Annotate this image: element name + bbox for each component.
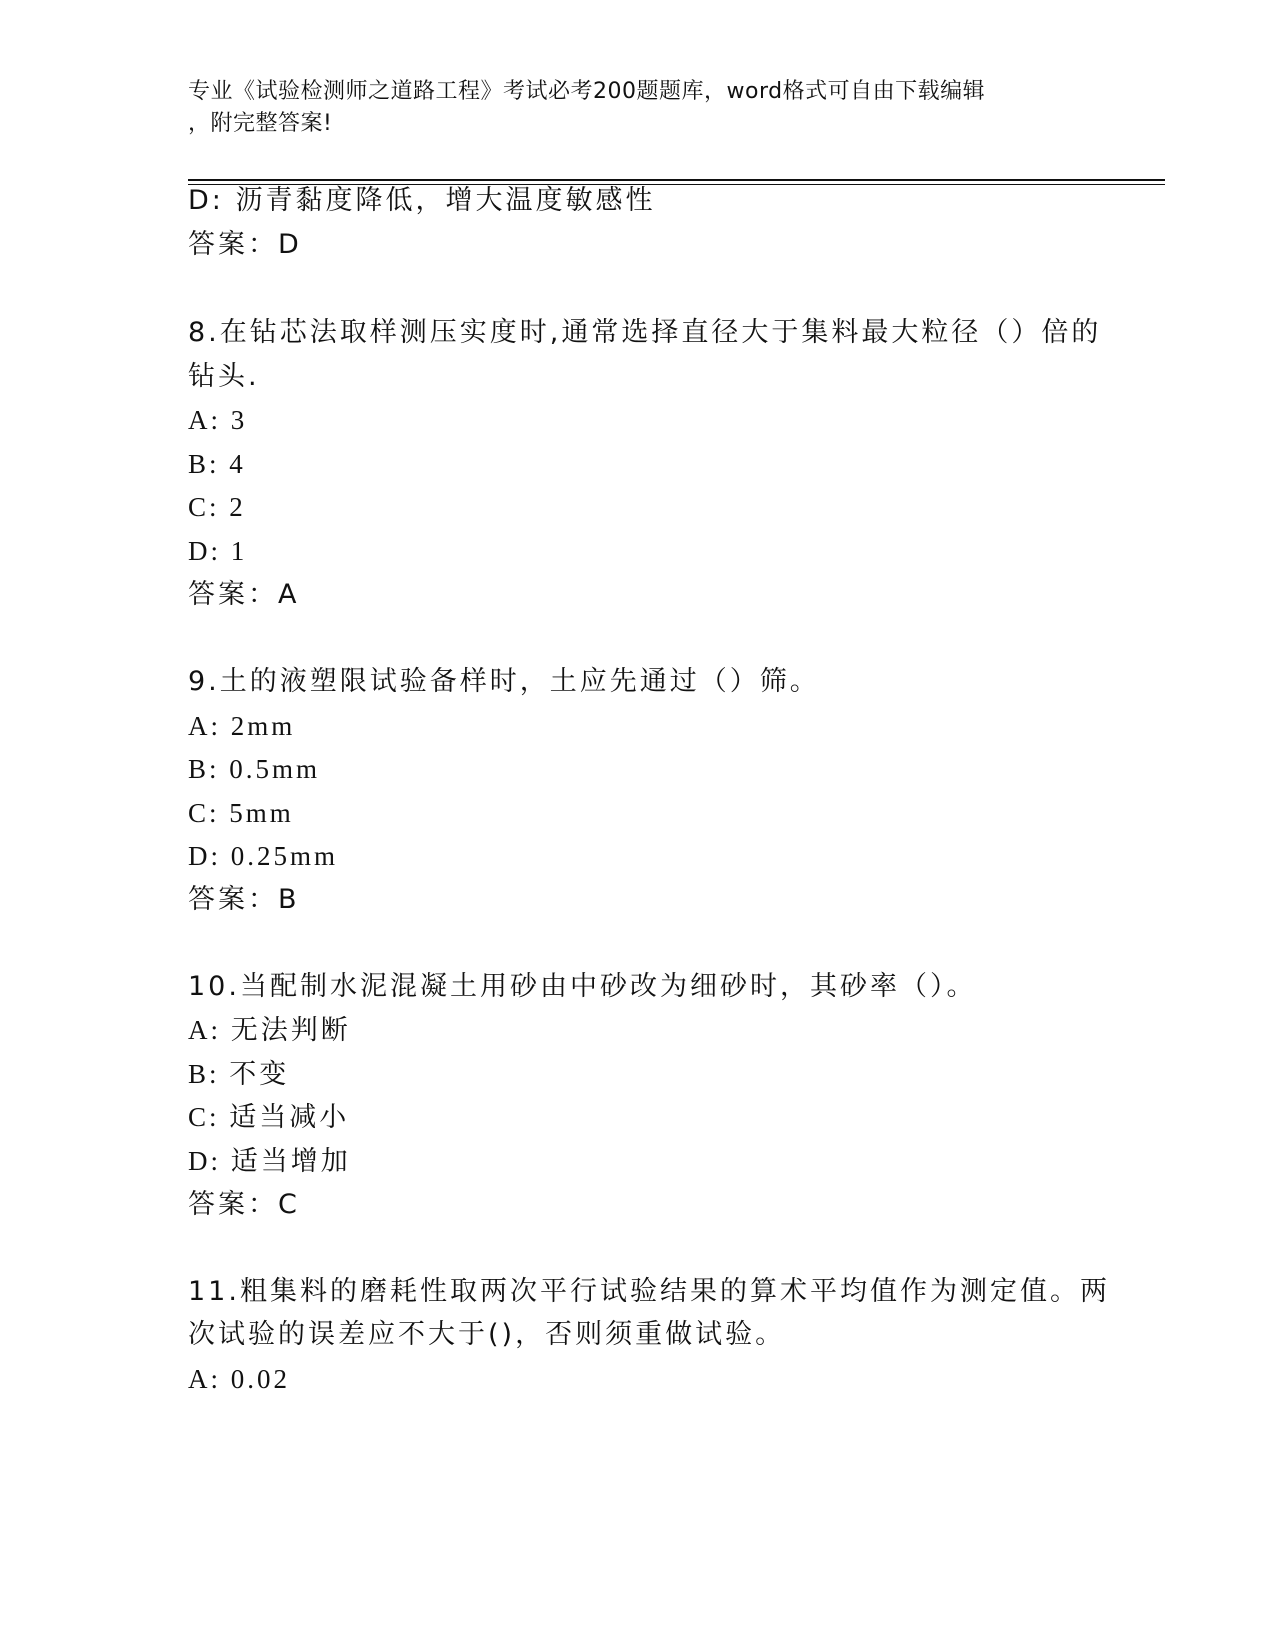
q8-stem-line-1: 8.在钻芯法取样测压实度时,通常选择直径大于集料最大粒径（）倍的 [188, 317, 1102, 348]
q8-stem-line-2: 钻头. [188, 361, 260, 392]
q10-option-b: B: 不变 [188, 1059, 290, 1089]
q9-option-b: B: 0.5mm [188, 754, 321, 784]
header-line-1: 专业《试验检测师之道路工程》考试必考200题题库，word格式可自由下载编辑 [188, 79, 986, 104]
q8-answer: 答案：A [188, 579, 300, 610]
q8-option-a: A: 3 [188, 405, 248, 435]
q11-option-a: A: 0.02 [188, 1364, 290, 1394]
header-line-2: ，附完整答案! [188, 111, 333, 136]
q9-option-d: D: 0.25mm [188, 841, 339, 871]
header-divider-top [188, 179, 1165, 181]
q8-option-d: D: 1 [188, 536, 248, 566]
q10-option-a: A: 无法判断 [188, 1015, 351, 1045]
q11-stem-line-1: 11.粗集料的磨耗性取两次平行试验结果的算术平均值作为测定值。两 [188, 1276, 1110, 1307]
q7-option-d: D: 沥青黏度降低，增大温度敏感性 [188, 185, 656, 216]
q9-answer: 答案：B [188, 884, 300, 915]
q9-stem-line-1: 9.土的液塑限试验备样时，土应先通过（）筛。 [188, 666, 820, 697]
q7-answer: 答案：D [188, 229, 302, 260]
document-header [188, 76, 1088, 140]
q9-option-c: C: 5mm [188, 798, 294, 828]
q10-answer: 答案：C [188, 1189, 300, 1220]
q11-stem-line-2: 次试验的误差应不大于()，否则须重做试验。 [188, 1319, 786, 1350]
q9-option-a: A: 2mm [188, 711, 296, 741]
q10-option-d: D: 适当增加 [188, 1146, 351, 1176]
q8-option-b: B: 4 [188, 449, 246, 479]
q8-option-c: C: 2 [188, 492, 246, 522]
q10-stem-line-1: 10.当配制水泥混凝土用砂由中砂改为细砂时，其砂率（）。 [188, 971, 977, 1002]
q10-option-c: C: 适当减小 [188, 1102, 350, 1132]
